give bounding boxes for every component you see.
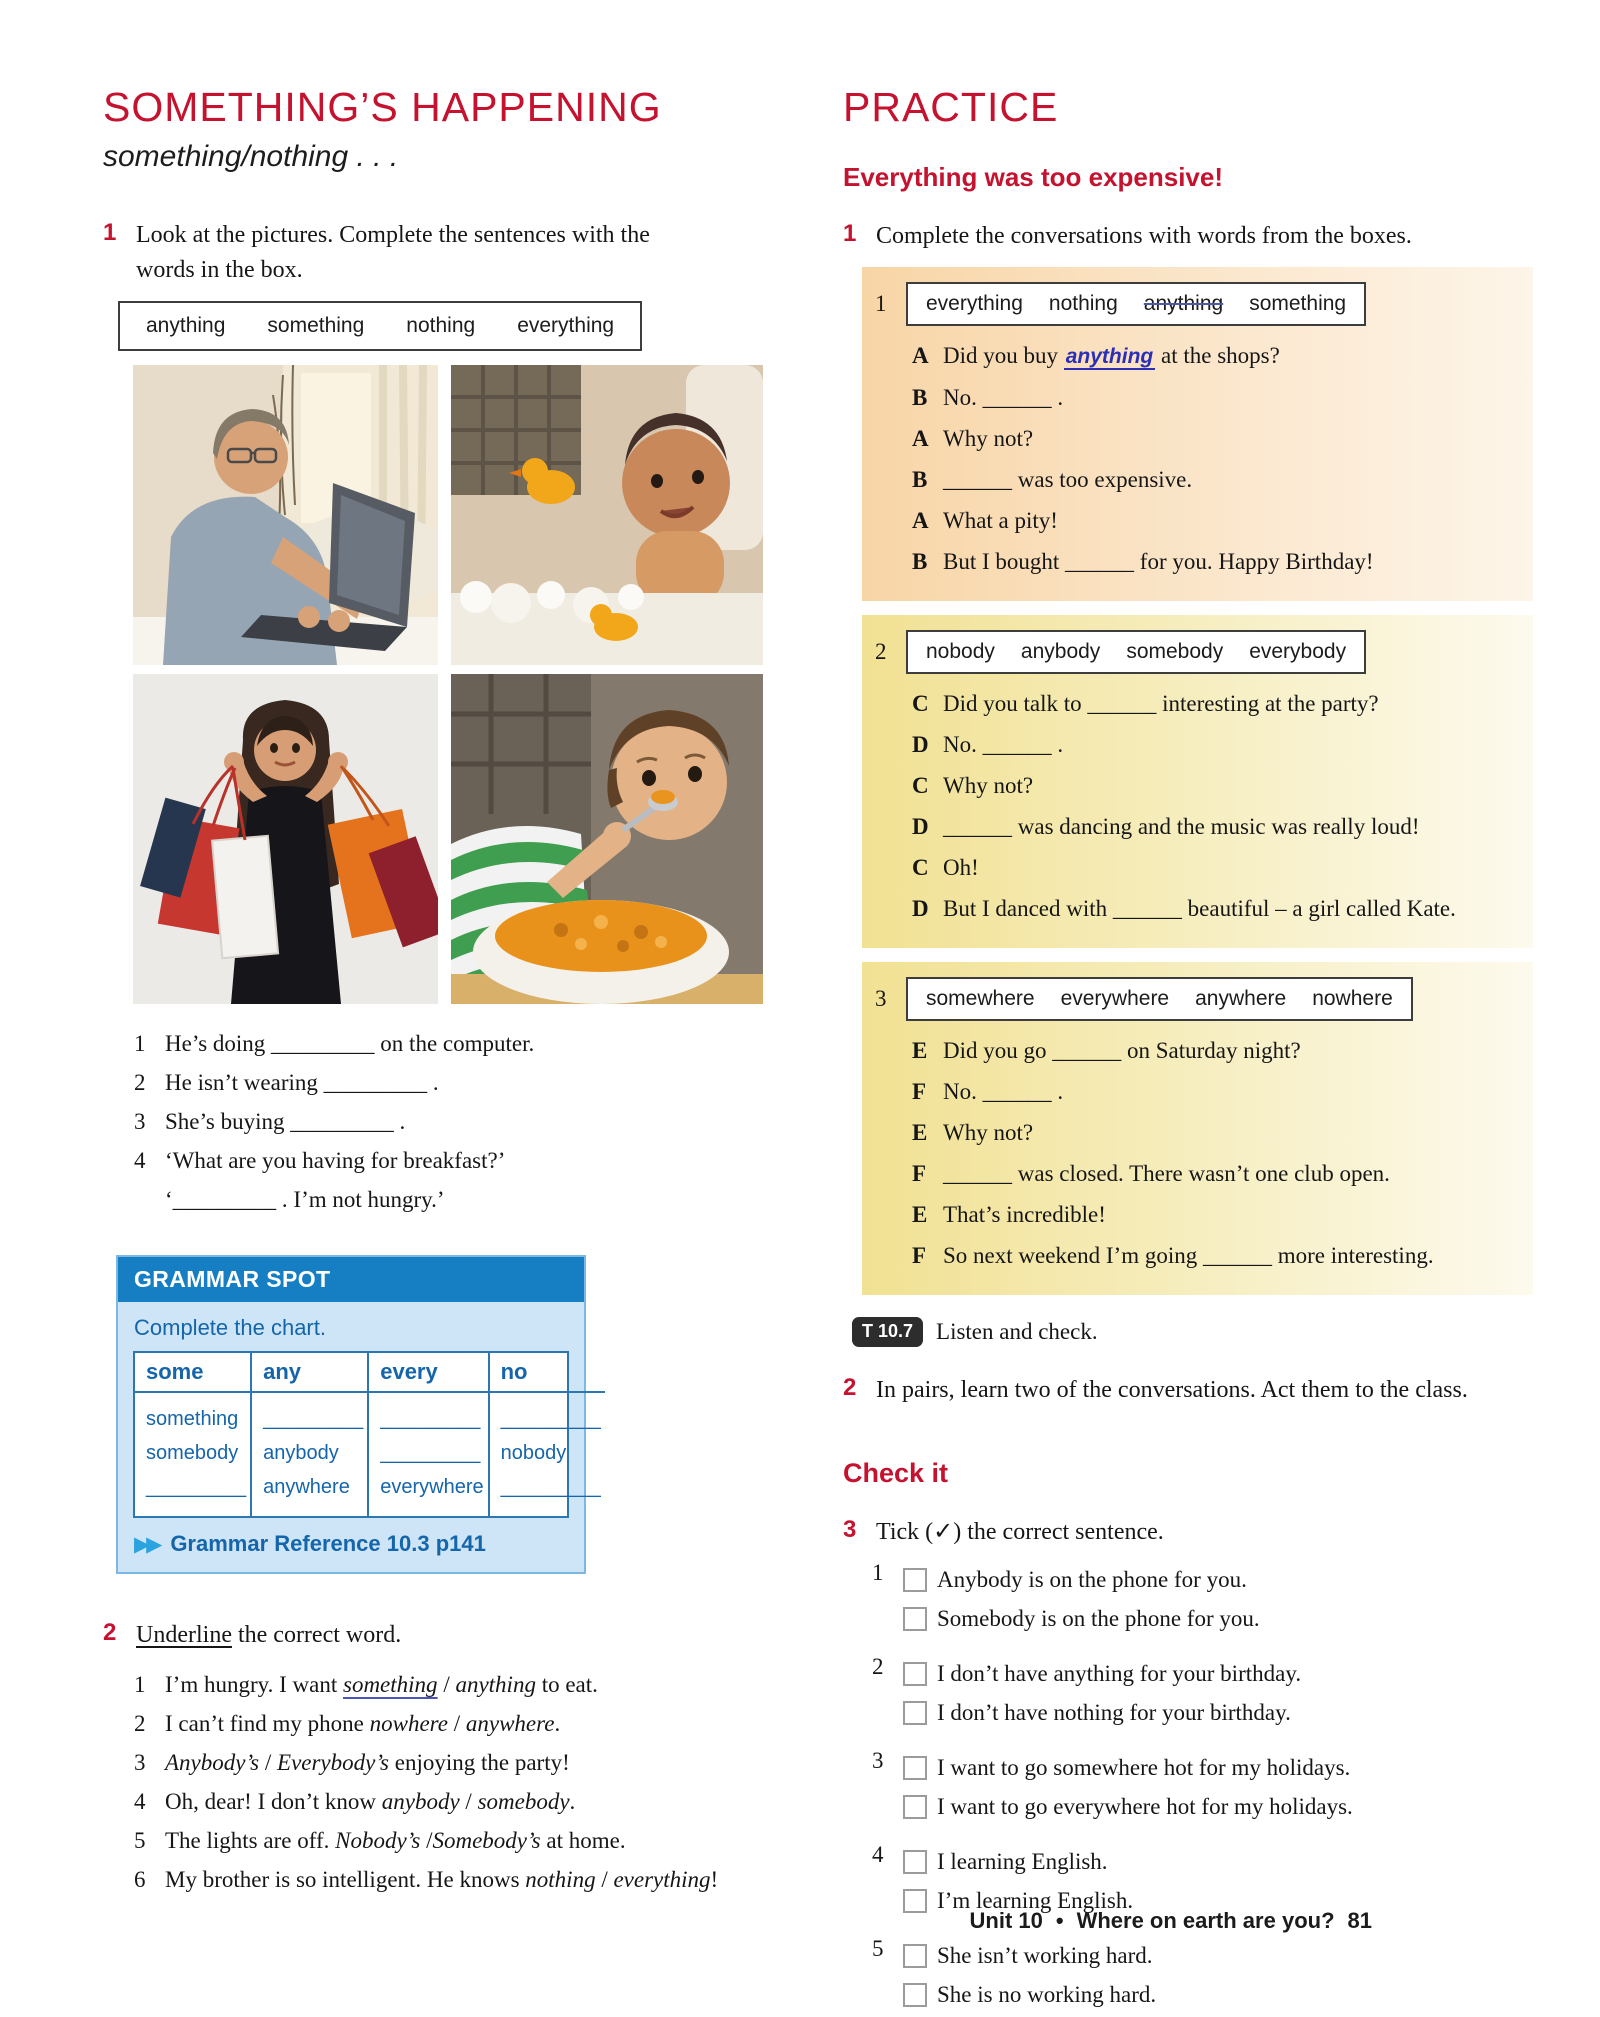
- item-number: 3: [134, 1109, 146, 1134]
- crossed-out-word: anything: [1143, 292, 1224, 315]
- underline-item: 3 Anybody’s / Everybody’s enjoying the party!: [134, 1750, 570, 1775]
- column-header: every: [369, 1353, 487, 1393]
- footer-separator: •: [1055, 1908, 1064, 1933]
- sentence-pair: 1 Anybody is on the phone for you. Somebody is on the phone for you.: [872, 1560, 1543, 1638]
- right-column: [843, 0, 1543, 2017]
- exercise-1-sentences: [134, 1024, 803, 1219]
- pair-options: [903, 1936, 1156, 2014]
- practice-subheading: Everything was too expensive!: [843, 162, 1224, 192]
- conversation-line: A What a pity!: [912, 508, 1058, 533]
- conversation-panel-1: [862, 267, 1533, 601]
- exercise-number: 2: [103, 1619, 117, 1646]
- sentence-pair: 2 I don’t have anything for your birthday. I don’t have nothing for your birthday.: [872, 1654, 1543, 1732]
- conversation-line: E That’s incredible!: [912, 1202, 1106, 1227]
- double-arrow-icon: ▶▶: [134, 1532, 159, 1556]
- option-row: I don’t have anything for your birthday.: [903, 1654, 1301, 1693]
- checkbox[interactable]: [903, 1983, 927, 2007]
- exercise-2-instruction: [103, 1618, 803, 1653]
- sentence-item: [134, 1024, 803, 1063]
- grammar-spot-instruction: Complete the chart.: [134, 1315, 326, 1340]
- grammar-chart: [133, 1351, 601, 1518]
- column-header: no: [490, 1353, 605, 1393]
- column-header: some: [135, 1353, 250, 1393]
- conversation-line: B No. ______ .: [912, 385, 1064, 410]
- conversation-line: D ______ was dancing and the music was really loud!: [912, 814, 1420, 839]
- grammar-spot-title: GRAMMAR SPOT: [118, 1257, 584, 1302]
- column-header: any: [252, 1353, 367, 1393]
- column-cells: _________ anybody anywhere: [263, 1408, 364, 1498]
- exercise-text: In pairs, learn two of the conversations. Act them to the class.: [876, 1377, 1468, 1403]
- exercise-text: Complete the conversations with words from the boxes.: [876, 223, 1412, 249]
- option-row: Somebody is on the phone for you.: [903, 1599, 1260, 1638]
- exercise-number: 1: [103, 219, 117, 246]
- check-it-instruction: [843, 1515, 1543, 1550]
- photo-boy-cereal: [451, 674, 763, 1004]
- exercise-number: 2: [843, 1374, 857, 1401]
- sentence-text: [165, 1141, 505, 1219]
- pair-options: [903, 1560, 1260, 1638]
- option-row: Anybody is on the phone for you.: [903, 1560, 1260, 1599]
- checkbox[interactable]: [903, 1795, 927, 1819]
- word-option: anything: [146, 314, 226, 337]
- item-number: 1: [134, 1031, 146, 1056]
- sentence-pair: 4 I learning English. I’m learning English.: [872, 1842, 1543, 1920]
- checkbox[interactable]: [903, 1756, 927, 1780]
- grammar-spot-box: [116, 1255, 601, 1574]
- word-box: nobody anybody somebody everybody: [906, 630, 1366, 674]
- conversation-line: A Did you buy anything at the shops?: [912, 343, 1280, 368]
- conversation-line: F So next weekend I’m going ______ more interesting.: [912, 1243, 1434, 1268]
- pair-options: [903, 1748, 1353, 1826]
- page-footer: [970, 1908, 1373, 1934]
- page-number: 81: [1347, 1908, 1372, 1933]
- option-row: She is no working hard.: [903, 1975, 1156, 2014]
- conversation-line: F ______ was closed. There wasn’t one club open.: [912, 1161, 1390, 1186]
- grammar-reference-link[interactable]: [134, 1531, 584, 1557]
- sentence-pair: 3 I want to go somewhere hot for my holidays. I want to go everywhere hot for my holidays.: [872, 1748, 1543, 1826]
- correct-choice: something: [343, 1672, 438, 1697]
- exercise-number: 3: [843, 1516, 857, 1543]
- option-row: I learning English.: [903, 1842, 1133, 1881]
- exercise-text: Look at the pictures. Complete the sentences with the words in the box.: [136, 222, 650, 283]
- exercise-1-instruction: [103, 218, 803, 288]
- checkbox[interactable]: [903, 1889, 927, 1913]
- sentence-pair: 5 She isn’t working hard. She is no working hard.: [872, 1936, 1543, 2014]
- listen-text: Listen and check.: [936, 1319, 1098, 1344]
- conversation-line: E Did you go ______ on Saturday night?: [912, 1038, 1301, 1063]
- conversation-panel-2: [862, 615, 1533, 948]
- handwritten-answer: anything: [1065, 345, 1154, 368]
- item-number: 4: [134, 1148, 146, 1173]
- unit-label: Unit 10: [969, 1908, 1043, 1933]
- option-row: She isn’t working hard.: [903, 1936, 1156, 1975]
- practice-heading: PRACTICE: [843, 84, 1059, 130]
- underline-item: 2 I can’t find my phone nowhere / anywhere.: [134, 1711, 561, 1736]
- left-column: [103, 0, 803, 1899]
- sentence-text: He isn’t wearing _________ .: [165, 1070, 439, 1095]
- option-row: I want to go somewhere hot for my holidays.: [903, 1748, 1353, 1787]
- photo-man-laptop: [133, 365, 438, 665]
- word-option: nothing: [406, 314, 476, 337]
- conversation-line: B ______ was too expensive.: [912, 467, 1193, 492]
- section-heading: SOMETHING’S HAPPENING: [103, 84, 662, 130]
- conversation-line: C Oh!: [912, 855, 979, 880]
- listen-and-check: [852, 1317, 1543, 1347]
- chart-column-any: [252, 1353, 369, 1516]
- word-option: something: [267, 314, 365, 337]
- practice-ex1-instruction: [843, 219, 1543, 254]
- chart-column-no: [490, 1353, 605, 1516]
- chart-column-some: [135, 1353, 252, 1516]
- practice-ex2-instruction: [843, 1373, 1543, 1408]
- checkbox[interactable]: [903, 1607, 927, 1631]
- column-cells: _________ _________ everywhere: [380, 1408, 484, 1498]
- chart-column-every: [369, 1353, 489, 1516]
- quote-line-2: ‘_________ . I’m not hungry.’: [165, 1187, 445, 1212]
- conversation-head: [875, 630, 1533, 674]
- sentence-text: She’s buying _________ .: [165, 1109, 406, 1134]
- underline-item: 5 The lights are off. Nobody’s /Somebody’s at home.: [134, 1828, 626, 1853]
- sentence-item: [134, 1102, 803, 1141]
- option-row: I don’t have nothing for your birthday.: [903, 1693, 1301, 1732]
- conversation-panel-3: [862, 962, 1533, 1295]
- item-number: 2: [134, 1070, 146, 1095]
- photo-baby-bath: [451, 365, 763, 665]
- conversation-line: E Why not?: [912, 1120, 1034, 1145]
- option-row: I’m learning English.: [903, 1881, 1133, 1920]
- checkbox[interactable]: [903, 1944, 927, 1968]
- exercise-number: 1: [843, 220, 857, 247]
- exercise-2-items: [134, 1665, 803, 1899]
- conversation-line: C Why not?: [912, 773, 1034, 798]
- conversation-line: D No. ______ .: [912, 732, 1064, 757]
- conversation-number: 2: [875, 639, 887, 664]
- conversation-line: D But I danced with ______ beautiful – a girl called Kate.: [912, 896, 1456, 921]
- column-cells: something somebody _________: [146, 1408, 247, 1498]
- photo-woman-shopping: [133, 674, 438, 1004]
- quote-line-1: ‘What are you having for breakfast?’: [165, 1148, 506, 1173]
- underline-item: 4 Oh, dear! I don’t know anybody / somebody.: [134, 1789, 576, 1814]
- check-it-items: [843, 1560, 1543, 2014]
- checkbox[interactable]: [903, 1662, 927, 1686]
- sentence-item: [134, 1063, 803, 1102]
- sentence-text: He’s doing _________ on the computer.: [165, 1031, 535, 1056]
- word-box: somewhere everywhere anywhere nowhere: [906, 977, 1413, 1021]
- unit-title: Where on earth are you?: [1076, 1908, 1335, 1933]
- word-option: everything: [517, 314, 615, 337]
- conversation-head: [875, 282, 1533, 326]
- checkbox[interactable]: [903, 1701, 927, 1725]
- photo-grid: [133, 365, 803, 1004]
- option-row: I want to go everywhere hot for my holidays.: [903, 1787, 1353, 1826]
- check-it-heading: Check it: [843, 1458, 949, 1488]
- underline-item: 6 My brother is so intelligent. He knows nothing / everything!: [134, 1867, 719, 1892]
- pair-options: [903, 1654, 1301, 1732]
- exercise-text: Underline the correct word.: [136, 1622, 402, 1648]
- conversation-line: B But I bought ______ for you. Happy Birthday!: [912, 549, 1374, 574]
- word-box: [118, 301, 642, 351]
- conversation-line: F No. ______ .: [912, 1079, 1064, 1104]
- sentence-item: [134, 1141, 803, 1219]
- conversation-head: [875, 977, 1533, 1021]
- word-box: everything nothing anything something: [906, 282, 1366, 326]
- conversation-line: A Why not?: [912, 426, 1034, 451]
- grammar-reference-text: Grammar Reference 10.3 p141: [170, 1531, 486, 1556]
- conversation-number: 3: [875, 986, 887, 1011]
- checkbox[interactable]: [903, 1850, 927, 1874]
- exercise-text: Tick (✓) the correct sentence.: [876, 1519, 1164, 1545]
- column-cells: _________ nobody _________: [500, 1408, 601, 1498]
- section-subheading: something/nothing . . .: [103, 140, 399, 173]
- conversation-line: C Did you talk to ______ interesting at the party?: [912, 691, 1379, 716]
- underline-item: 1 I’m hungry. I want something / anything to eat.: [134, 1672, 598, 1697]
- conversation-number: 1: [875, 291, 887, 316]
- audio-track-badge: T 10.7: [852, 1317, 923, 1347]
- checkbox[interactable]: [903, 1568, 927, 1592]
